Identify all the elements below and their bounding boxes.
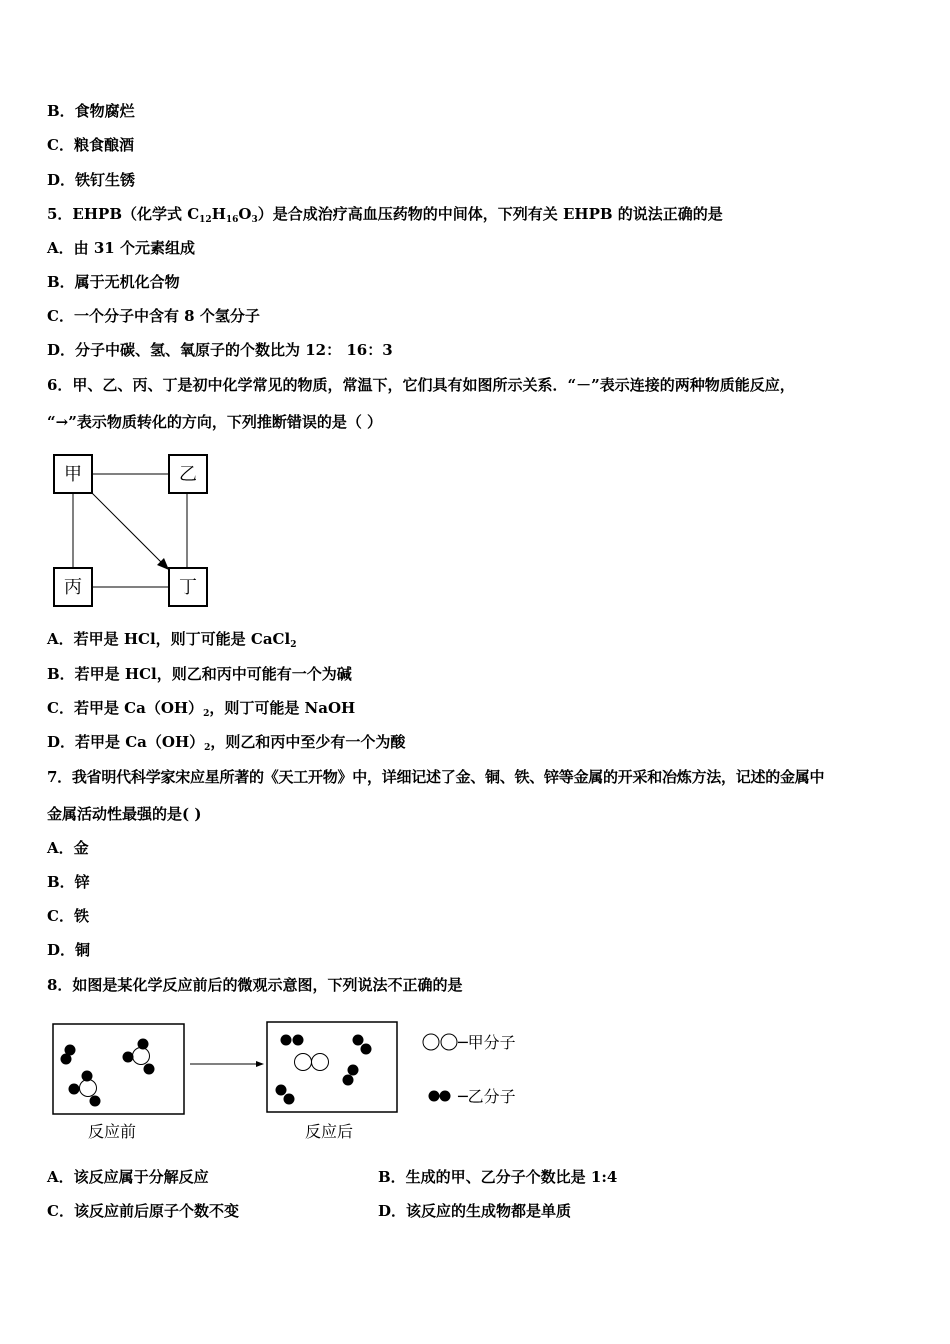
q7-stem-line1: 7．我省明代科学家宋应星所著的《天工开物》中，详细记述了金、铜、铁、锌等金属的开采和冶炼方法，记述的金属中 [47,768,825,786]
before-box [53,1024,184,1114]
q6-option-d-prefix: D．若甲是 Ca（OH） [47,733,205,751]
legend-jia-icon [423,1034,457,1050]
q5-option-b: B．属于无机化合物 [47,273,180,291]
q8-option-a: A．该反应属于分解反应 [47,1168,209,1186]
q6-option-c-suffix: ，则丁可能是 NaOH [209,699,356,717]
reaction-arrow-head-icon [256,1061,264,1067]
q6-option-d-suffix: ，则乙和丙中至少有一个为酸 [210,733,406,751]
legend-yi-label: ─乙分子 [458,1087,516,1106]
after-label: 反应后 [304,1122,354,1141]
q5-formula-o-sub: 3 [251,215,258,225]
q8-option-d: D．该反应的生成物都是单质 [378,1202,572,1220]
node-ding-label: 丁 [179,577,197,598]
q5-option-c: C．一个分子中含有 8 个氢分子 [47,307,260,325]
node-jia-label: 甲 [64,464,82,485]
q6-option-b: B．若甲是 HCl，则乙和丙中可能有一个为碱 [47,665,352,683]
arrow-jia-to-ding [92,493,161,562]
legend-jia-label: ─甲分子 [458,1033,516,1052]
q6-option-a-sub: 2 [290,640,297,650]
q6-option-d-sub: 2 [204,743,211,753]
q6-stem-line1: 6．甲、乙、丙、丁是初中化学常见的物质，常温下，它们具有如图所示关系．“－”表示连接的两种物质能反应， [47,376,795,394]
q7-stem-line2: 金属活动性最强的是( ) [47,805,202,823]
q5-formula-h-sub: 16 [225,215,239,225]
q5-stem [47,204,723,224]
q5-formula-h: H [211,205,226,223]
q5-option-d: D．分子中碳、氢、氧原子的个数比为 12： 16：3 [47,341,393,359]
q8-stem: 8．如图是某化学反应前后的微观示意图，下列说法不正确的是 [47,976,463,994]
node-bing-label: 丙 [64,577,82,598]
q6-option-c [47,698,355,718]
node-yi-label: 乙 [179,464,197,485]
q8-option-b: B．生成的甲、乙分子个数比是 1:4 [378,1168,618,1186]
q6-option-c-prefix: C．若甲是 Ca（OH） [47,699,204,717]
q7-option-a: A．金 [47,839,89,857]
q5-stem-prefix: 5．EHPB（化学式 C [47,205,200,223]
q6-relation-diagram [48,450,218,615]
q6-stem-line2: “→”表示物质转化的方向，下列推断错误的是（ ） [47,413,383,431]
q4-option-c: C．粮食酿酒 [47,136,134,154]
q7-option-c: C．铁 [47,907,89,925]
q6-option-a [47,629,296,649]
q5-formula-c-sub: 12 [199,215,212,225]
before-label: 反应前 [87,1122,137,1141]
q6-option-d [47,732,405,752]
legend-yi-icon [429,1091,451,1102]
q6-option-a-text: A．若甲是 HCl，则丁可能是 CaCl [47,630,291,648]
q5-option-a: A．由 31 个元素组成 [47,239,195,257]
q5-stem-suffix: ）是合成治疗高血压药物的中间体，下列有关 EHPB 的说法正确的是 [257,205,723,223]
q7-option-b: B．锌 [47,873,90,891]
q6-option-c-sub: 2 [203,709,210,719]
q8-reaction-diagram [48,1018,568,1148]
q4-option-b: B．食物腐烂 [47,102,135,120]
q5-formula-o: O [238,205,252,223]
q7-option-d: D．铜 [47,941,91,959]
q4-option-d: D．铁钉生锈 [47,171,136,189]
q8-option-c: C．该反应前后原子个数不变 [47,1202,239,1220]
